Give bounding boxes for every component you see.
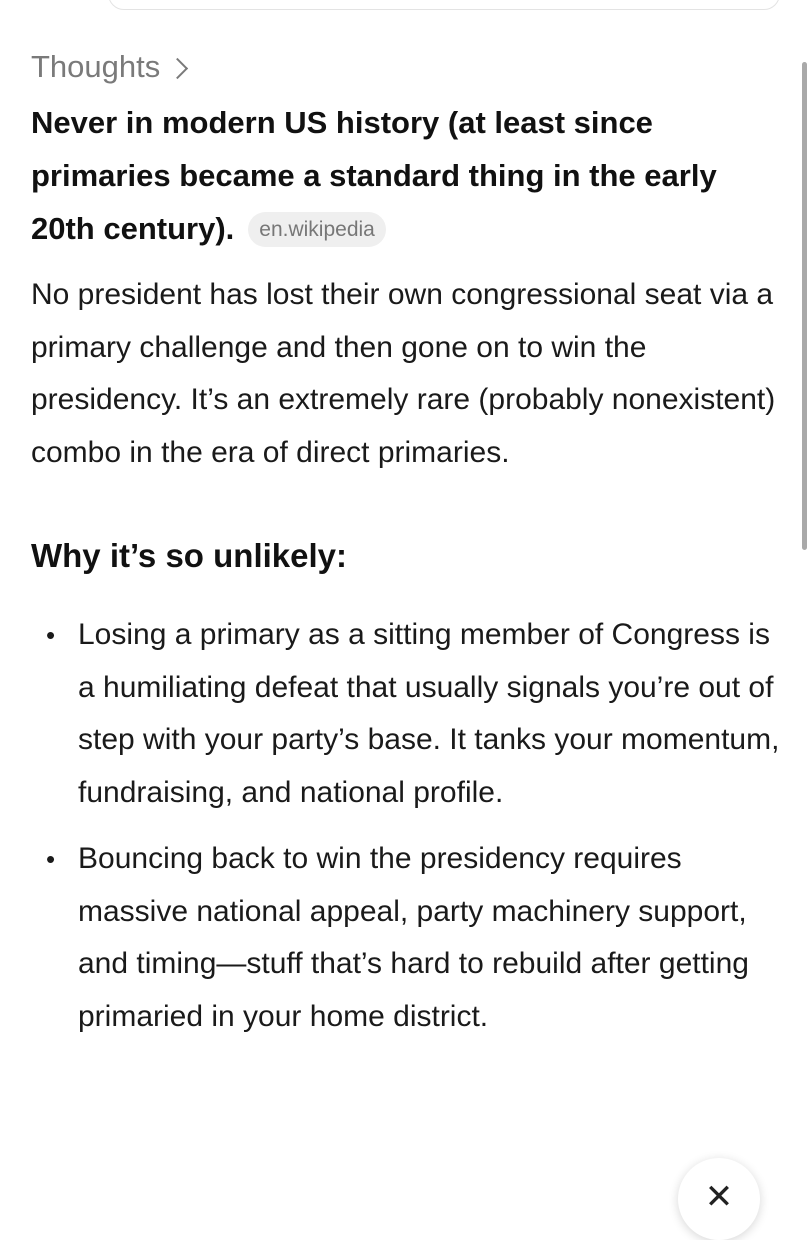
bullet-dot: •	[46, 844, 56, 874]
source-chip[interactable]: en.wikipedia	[248, 212, 386, 247]
bullet-list	[31, 609, 783, 1043]
bullet-text: Losing a primary as a sitting member of Congress is a humiliating defeat that usually signals you’re out of step with your party’s base. It tanks your momentum, fundraising, and national profile.	[78, 618, 780, 809]
bullet-text: Bouncing back to win the presidency requires massive national appeal, party machinery support, and timing—stuff that’s hard to rebuild after getting primaried in your home district.	[78, 842, 749, 1033]
thoughts-toggle[interactable]	[31, 44, 185, 90]
bullet-dot: •	[46, 620, 56, 650]
response-headline	[31, 96, 783, 255]
scrollbar-thumb[interactable]	[802, 62, 807, 550]
headline-text: Never in modern US history (at least since primaries became a standard thing in the early 20th century).	[31, 105, 717, 246]
thoughts-label: Thoughts	[31, 49, 161, 84]
assistant-response	[31, 44, 783, 1057]
close-icon: ✕	[704, 1178, 734, 1216]
section-heading: Why it’s so unlikely:	[31, 537, 347, 574]
list-item	[31, 609, 783, 819]
composer-input-edge[interactable]	[108, 0, 780, 10]
response-paragraph: No president has lost their own congressional seat via a primary challenge and then gone on to win the presidency. It’s an extremely rare (probably nonexistent) combo in the era of direct primaries.	[31, 278, 776, 469]
chevron-right-icon	[167, 57, 188, 78]
list-item	[31, 833, 783, 1043]
floating-close-button[interactable]	[678, 1158, 760, 1240]
